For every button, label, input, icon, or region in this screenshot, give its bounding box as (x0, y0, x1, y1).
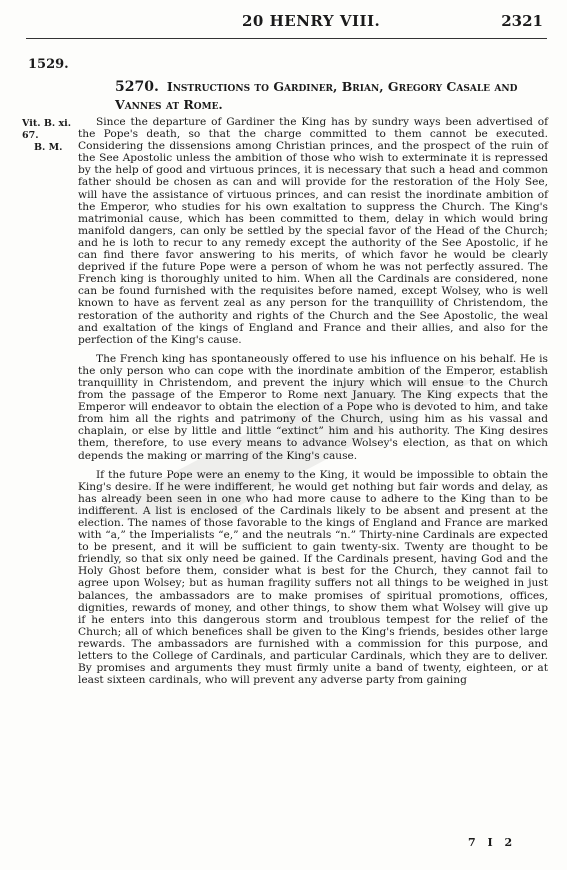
entry-number: 5270. (115, 79, 159, 95)
entry-title: Instructions to Gardiner, Brian, Gregory Casale and Vannes at Rome. (115, 79, 518, 112)
entry-heading (115, 78, 545, 113)
header-rule (26, 38, 547, 39)
source-reference (22, 118, 74, 154)
paragraph-2: The French king has spontaneously offered to use his influence on his behalf. He is the only person who can cope with the inordinate ambition of the Emperor, establish tranquillity in Christendom, and prevent the injury which will ensue to the Church from the passage of the Emperor to Rome next January. The King expects that the Emperor will endeavor to obtain the election of a Pope who is devoted to him, and take from him all the rights and patrimony of the Church, using him as his vassal and chaplain, or else by little and little “extinct” him and his authority. The King desires them, therefore, to use every means to advance Wolsey's election, as that on which depends the making or marring of the King's cause. (78, 352, 548, 462)
page-number: 2321 (501, 12, 543, 30)
signature-mark: 7 I 2 (468, 836, 517, 849)
paragraph-1: Since the departure of Gardiner the King has by sundry ways been advertised of the Pope's death, so that the charge committed to them cannot be executed. Considering the dissensions among Christian princes, and the prospect of the ruin of the See Apostolic unless the ambition of those who wish to exterminate it is repressed by the help of good and virtuous princes, it is necessary that such a head and common father should be chosen as can and will provide for the restoration of the Holy See, will have the assistance of virtuous princes, and can resist the inordinate ambition of the Emperor, who studies for his own exaltation to suppress the Church. The King's matrimonial cause, which has been committed to them, delay in which would bring manifold dangers, can only be settled by the special favor of the Head of the Church; and he is loth to recur to any remedy except the authority of the See Apostolic, if he can find there favor answering to his merits, of which favor he would be clearly deprived if the future Pope were a person of whom he was not perfectly assured. The French king is thoroughly united to him. When all the Cardinals are considered, none can be found furnished with the requisites before named, except Wolsey, who is well known to have as fervent zeal as any person for the tranquillity of Christendom, the restoration of the authority and rights of the Church and the See Apostolic, the weal and exaltation of the kings of England and France and their allies, and also for the perfection of the King's cause. (78, 116, 548, 346)
body-text (78, 116, 548, 693)
paragraph-3: If the future Pope were an enemy to the King, it would be impossible to obtain the King's desire. If he were indifferent, he would get nothing but fair words and delay, as has already been seen in one who had more cause to adhere to the King than to be indifferent. A list is enclosed of the Cardinals likely to be absent and present at the election. The names of those favorable to the kings of England and France are marked with “a,” the Imperialists “e,” and the neutrals “n.” Thirty-nine Cardinals are expected to be present, and it will be sufficient to gain twenty-six. Twenty are thought to be friendly, so that six only need be gained. If the Cardinals present, having God and the Holy Ghost before them, consider what is best for the Church, they cannot fail to agree upon Wolsey; but as human fragility suffers not all things to be weighed in just balances, the ambassadors are to make promises of spiritual promotions, offices, dignities, rewards of money, and other things, to show them what Wolsey will give up if he enters into this dangerous storm and troublous tempest for the relief of the Church; all of which benefices shall be given to the King's friends, besides other large rewards. The ambassadors are furnished with a commission for this purpose, and letters to the College of Cardinals, and particular Cardinals, which they are to deliver. By promises and arguments they must firmly unite a band of twenty, eighteen, or at least sixteen cardinals, who will prevent any adverse party from gaining (78, 468, 548, 687)
running-head: 20 HENRY VIII. (242, 12, 381, 30)
source-line-2: B. M. (34, 142, 63, 153)
page-header (0, 6, 567, 36)
year-label: 1529. (28, 57, 69, 72)
source-line-1: Vit. B. xi. 67. (22, 118, 72, 141)
